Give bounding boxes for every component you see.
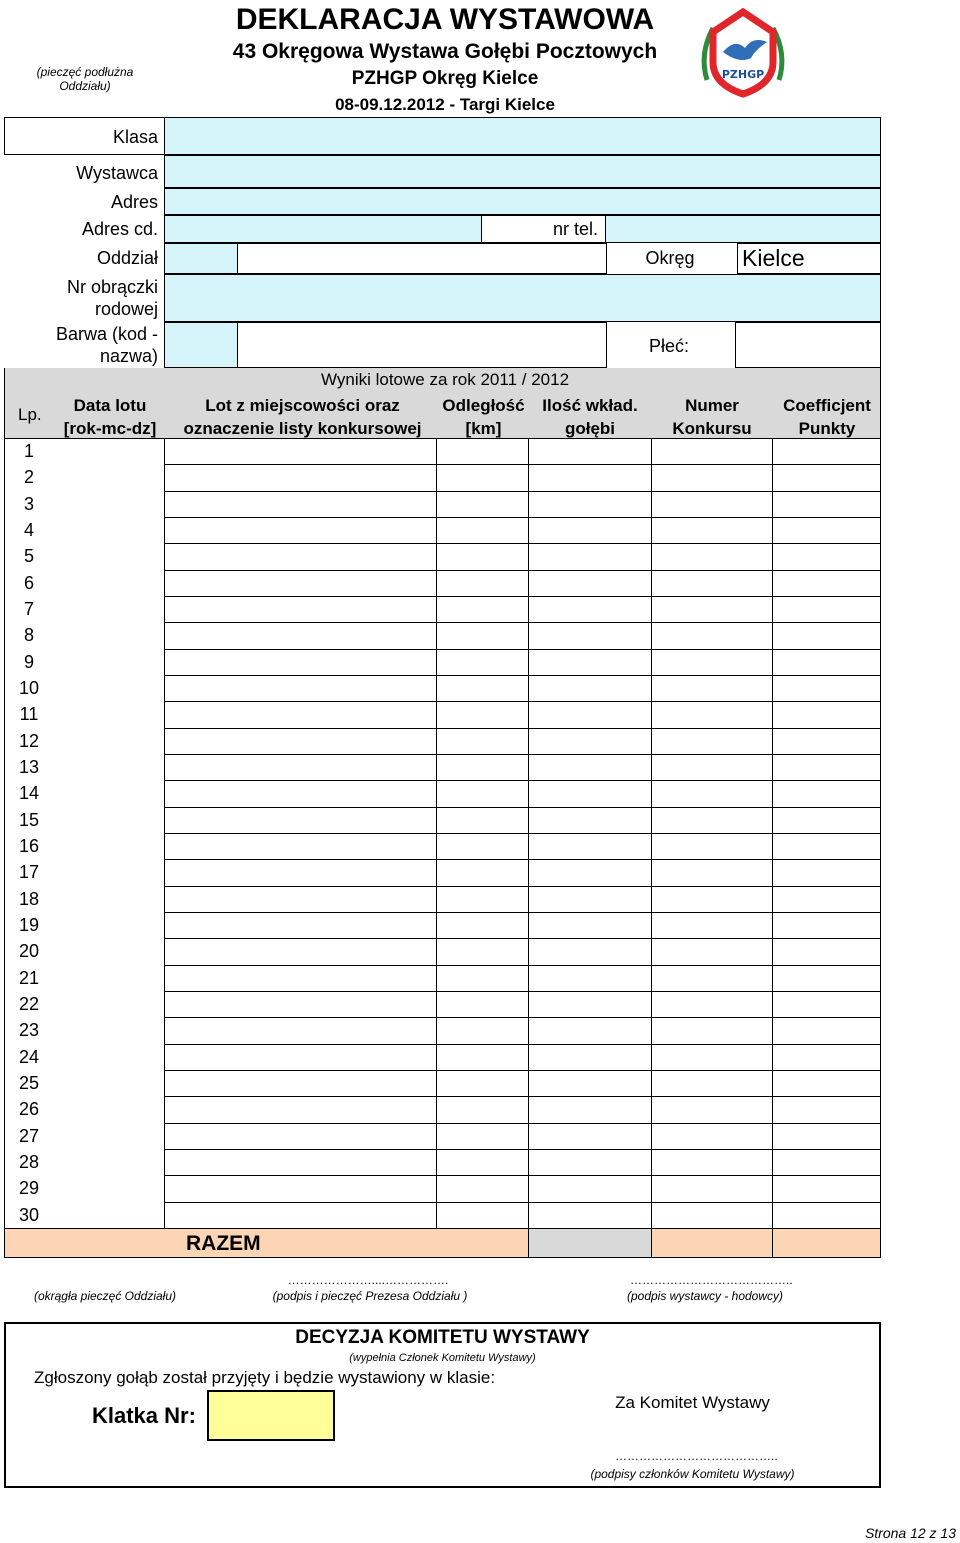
adres-field[interactable]	[164, 188, 881, 215]
col-line-3	[528, 438, 529, 1258]
row-divider	[164, 833, 881, 834]
decision-subtitle: (wypełnia Członek Komitetu Wystawy)	[349, 1352, 536, 1364]
razem-coeff-cell	[772, 1228, 881, 1258]
adres-cd-label: Adres cd.	[81, 219, 158, 239]
row-number: 15	[18, 810, 40, 830]
klasa-label: Klasa	[112, 127, 158, 147]
table-border-right	[880, 368, 881, 1258]
exhibition-dates: 08-09.12.2012 - Targi Kielce	[335, 95, 555, 114]
row-divider	[164, 1096, 881, 1097]
row-divider	[164, 1070, 881, 1071]
row-divider	[164, 807, 881, 808]
row-divider	[164, 543, 881, 544]
row-number: 18	[18, 889, 40, 909]
klasa-field[interactable]	[164, 117, 881, 155]
row-divider	[164, 938, 881, 939]
prezes-dots: …………………....…………….	[287, 1273, 449, 1287]
stamp-round-note: (okrągła pieczęć Oddziału)	[33, 1289, 177, 1303]
row-divider	[164, 701, 881, 702]
row-divider	[164, 517, 881, 518]
razem-label: RAZEM	[186, 1232, 261, 1255]
col-lot-header: Lot z miejscowości oraz oznaczenie listy konkursowej	[183, 396, 422, 438]
row-number: 5	[23, 546, 34, 566]
svg-text:PZHGP: PZHGP	[721, 68, 765, 81]
wystawca-dots: …………………………………..	[630, 1273, 793, 1287]
komitet-label: Za Komitet Wystawy	[615, 1393, 770, 1412]
row-divider	[164, 596, 881, 597]
row-number: 3	[23, 494, 34, 514]
row-number: 17	[18, 862, 40, 882]
razem-ilosc-cell	[528, 1228, 652, 1258]
exhibition-name: 43 Okręgowa Wystawa Gołębi Pocztowych	[232, 40, 658, 63]
razem-numer-cell	[651, 1228, 773, 1258]
row-number: 6	[23, 573, 34, 593]
row-divider	[164, 1149, 881, 1150]
okreg-label: Okręg	[645, 248, 695, 268]
komitet-signature-note: (podpisy członków Komitetu Wystawy)	[590, 1467, 795, 1481]
col-ilosc-header: Ilość wkład. gołębi	[542, 396, 638, 438]
row-number: 10	[18, 678, 40, 698]
row-divider	[164, 649, 881, 650]
row-divider	[164, 1044, 881, 1045]
row-number: 20	[18, 941, 40, 961]
nr-obraczki-field[interactable]	[164, 274, 881, 322]
row-number: 9	[23, 652, 34, 672]
row-number: 13	[18, 757, 40, 777]
barwa-code-field[interactable]	[164, 322, 238, 368]
wystawca-signature-note: (podpis wystawcy - hodowcy)	[626, 1289, 784, 1303]
row-number: 8	[23, 625, 34, 645]
row-number: 7	[23, 599, 34, 619]
plec-label: Płeć:	[648, 336, 690, 356]
row-divider	[164, 491, 881, 492]
row-divider	[164, 1202, 881, 1203]
razem-row	[4, 1228, 529, 1258]
col-odleglosc-header: Odległość [km]	[442, 396, 525, 438]
row-divider	[164, 622, 881, 623]
row-divider	[164, 1017, 881, 1018]
barwa-name-field[interactable]	[237, 322, 607, 368]
col-coeff-header: Coefficjent Punkty	[783, 396, 871, 438]
decision-title: DECYZJA KOMITETU WYSTAWY	[295, 1327, 590, 1348]
row-number: 25	[18, 1073, 40, 1093]
nr-tel-field[interactable]	[605, 215, 881, 243]
row-divider	[164, 1175, 881, 1176]
table-header-line	[4, 438, 881, 439]
wystawca-field[interactable]	[164, 155, 881, 188]
barwa-label: Barwa (kod - nazwa)	[55, 324, 158, 366]
row-divider	[164, 728, 881, 729]
klatka-field[interactable]	[207, 1390, 335, 1441]
stamp-note: (pieczęć podłużna Oddziału)	[36, 65, 134, 93]
adres-cd-field[interactable]	[164, 215, 482, 243]
col-data-header: Data lotu [rok-mc-dz]	[63, 396, 157, 438]
klasa-label-box	[4, 117, 165, 155]
results-title: Wyniki lotowe za rok 2011 / 2012	[320, 370, 570, 389]
organizer: PZHGP Okręg Kielce	[351, 68, 539, 89]
row-number: 23	[18, 1020, 40, 1040]
row-number: 12	[18, 731, 40, 751]
row-number: 22	[18, 994, 40, 1014]
row-number: 16	[18, 836, 40, 856]
row-divider	[164, 464, 881, 465]
col-line-4	[651, 438, 652, 1258]
row-divider	[164, 570, 881, 571]
row-number: 29	[18, 1178, 40, 1198]
oddzial-label: Oddział	[96, 248, 158, 268]
oddzial-code-field[interactable]	[164, 243, 238, 274]
row-divider	[164, 675, 881, 676]
row-number: 1	[23, 441, 34, 461]
row-number: 4	[23, 520, 34, 540]
komitet-dots: …………………………………..	[615, 1449, 778, 1463]
row-number: 11	[19, 704, 39, 724]
row-divider	[164, 965, 881, 966]
row-number: 27	[18, 1126, 40, 1146]
okreg-value: Kielce	[742, 245, 805, 271]
row-number: 28	[18, 1152, 40, 1172]
pzhgp-logo	[693, 2, 793, 102]
wystawca-label: Wystawca	[76, 163, 158, 183]
page-title: DEKLARACJA WYSTAWOWA	[235, 3, 655, 36]
oddzial-name-field[interactable]	[237, 243, 607, 274]
row-divider	[164, 912, 881, 913]
row-divider	[164, 754, 881, 755]
prezes-signature-note: (podpis i pieczęć Prezesa Oddziału )	[272, 1289, 468, 1303]
adres-label: Adres	[110, 192, 158, 212]
nr-obraczki-label: Nr obrączki rodowej	[66, 277, 158, 319]
row-number: 21	[18, 968, 40, 988]
plec-field[interactable]	[735, 322, 881, 368]
row-number: 30	[18, 1205, 40, 1225]
row-number: 14	[18, 783, 40, 803]
klatka-label: Klatka Nr:	[92, 1403, 196, 1428]
row-divider	[164, 859, 881, 860]
row-divider	[164, 991, 881, 992]
decision-text: Zgłoszony gołąb został przyjęty i będzie wystawiony w klasie:	[34, 1368, 496, 1387]
col-line-2	[436, 438, 437, 1258]
nr-tel-label: nr tel.	[552, 219, 598, 239]
lp-header: Lp.	[18, 405, 42, 424]
row-number: 2	[23, 467, 34, 487]
row-number: 26	[18, 1099, 40, 1119]
row-divider	[164, 886, 881, 887]
row-divider	[164, 1123, 881, 1124]
col-line-5	[772, 438, 773, 1258]
row-number: 19	[18, 915, 40, 935]
row-number: 24	[18, 1047, 40, 1067]
row-divider	[164, 780, 881, 781]
col-numer-header: Numer Konkursu	[672, 396, 752, 438]
page-number: Strona 12 z 13	[864, 1525, 956, 1541]
